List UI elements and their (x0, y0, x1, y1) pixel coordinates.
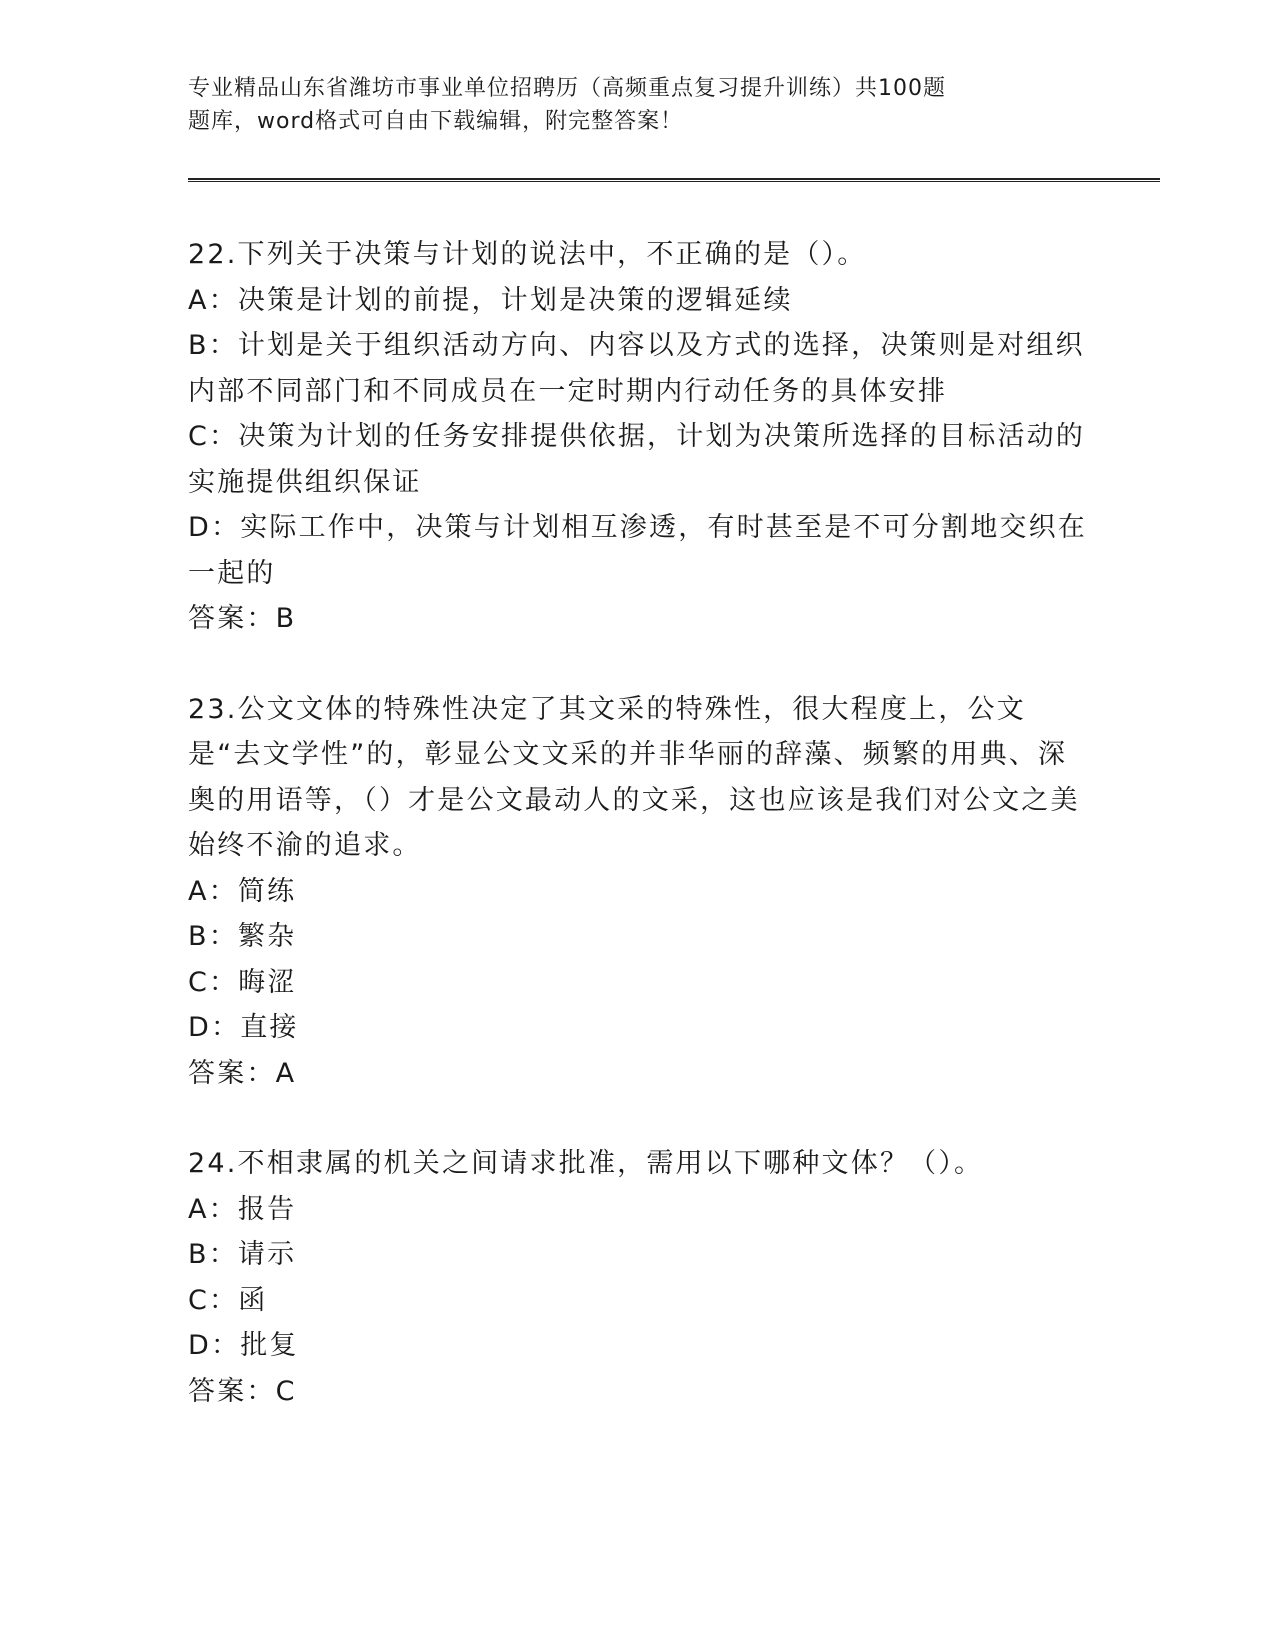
option-a: A：决策是计划的前提，计划是决策的逻辑延续 (188, 284, 793, 316)
option-d: D：直接 (188, 1012, 299, 1043)
option-b: B：繁杂 (188, 921, 297, 952)
answer: 答案：C (188, 1375, 297, 1407)
question-stem: 24.不相隶属的机关之间请求批准，需用以下哪种文体？（）。 (188, 1148, 984, 1179)
header-divider (188, 178, 1160, 182)
option-c: C：晦涩 (188, 966, 297, 998)
option-b: B：计划是关于组织活动方向、内容以及方式的选择，决策则是对组织内部不同部门和不同成员在一定时期内行动任务的具体安排 (188, 330, 1085, 407)
question-list (188, 232, 1088, 1459)
answer: 答案：B (188, 603, 297, 634)
question-23 (188, 687, 1088, 1097)
option-d: D：实际工作中，决策与计划相互渗透，有时甚至是不可分割地交织在一起的 (188, 512, 1087, 589)
header-line-1: 专业精品山东省潍坊市事业单位招聘历（高频重点复习提升训练）共100题 (188, 76, 946, 101)
option-d: D：批复 (188, 1330, 299, 1361)
option-a: A：简练 (188, 875, 297, 907)
header-line-2: 题库，word格式可自由下载编辑，附完整答案！ (188, 109, 684, 134)
option-a: A：报告 (188, 1193, 297, 1225)
question-stem: 22.下列关于决策与计划的说法中，不正确的是（）。 (188, 239, 867, 270)
question-24 (188, 1141, 1088, 1414)
answer: 答案：A (188, 1057, 297, 1089)
option-c: C：函 (188, 1284, 268, 1316)
question-stem: 23.公文文体的特殊性决定了其文采的特殊性，很大程度上，公文是“去文学性”的，彰显公文文采的并非华丽的辞藻、频繁的用典、深奥的用语等，（）才是公文最动人的文采，这也应该是我们对公文之美始终不渝的追求。 (188, 693, 1080, 861)
option-c: C：决策为计划的任务安排提供依据，计划为决策所选择的目标活动的实施提供组织保证 (188, 421, 1086, 498)
question-22 (188, 232, 1088, 642)
option-b: B：请示 (188, 1239, 297, 1270)
document-header (188, 72, 1028, 138)
